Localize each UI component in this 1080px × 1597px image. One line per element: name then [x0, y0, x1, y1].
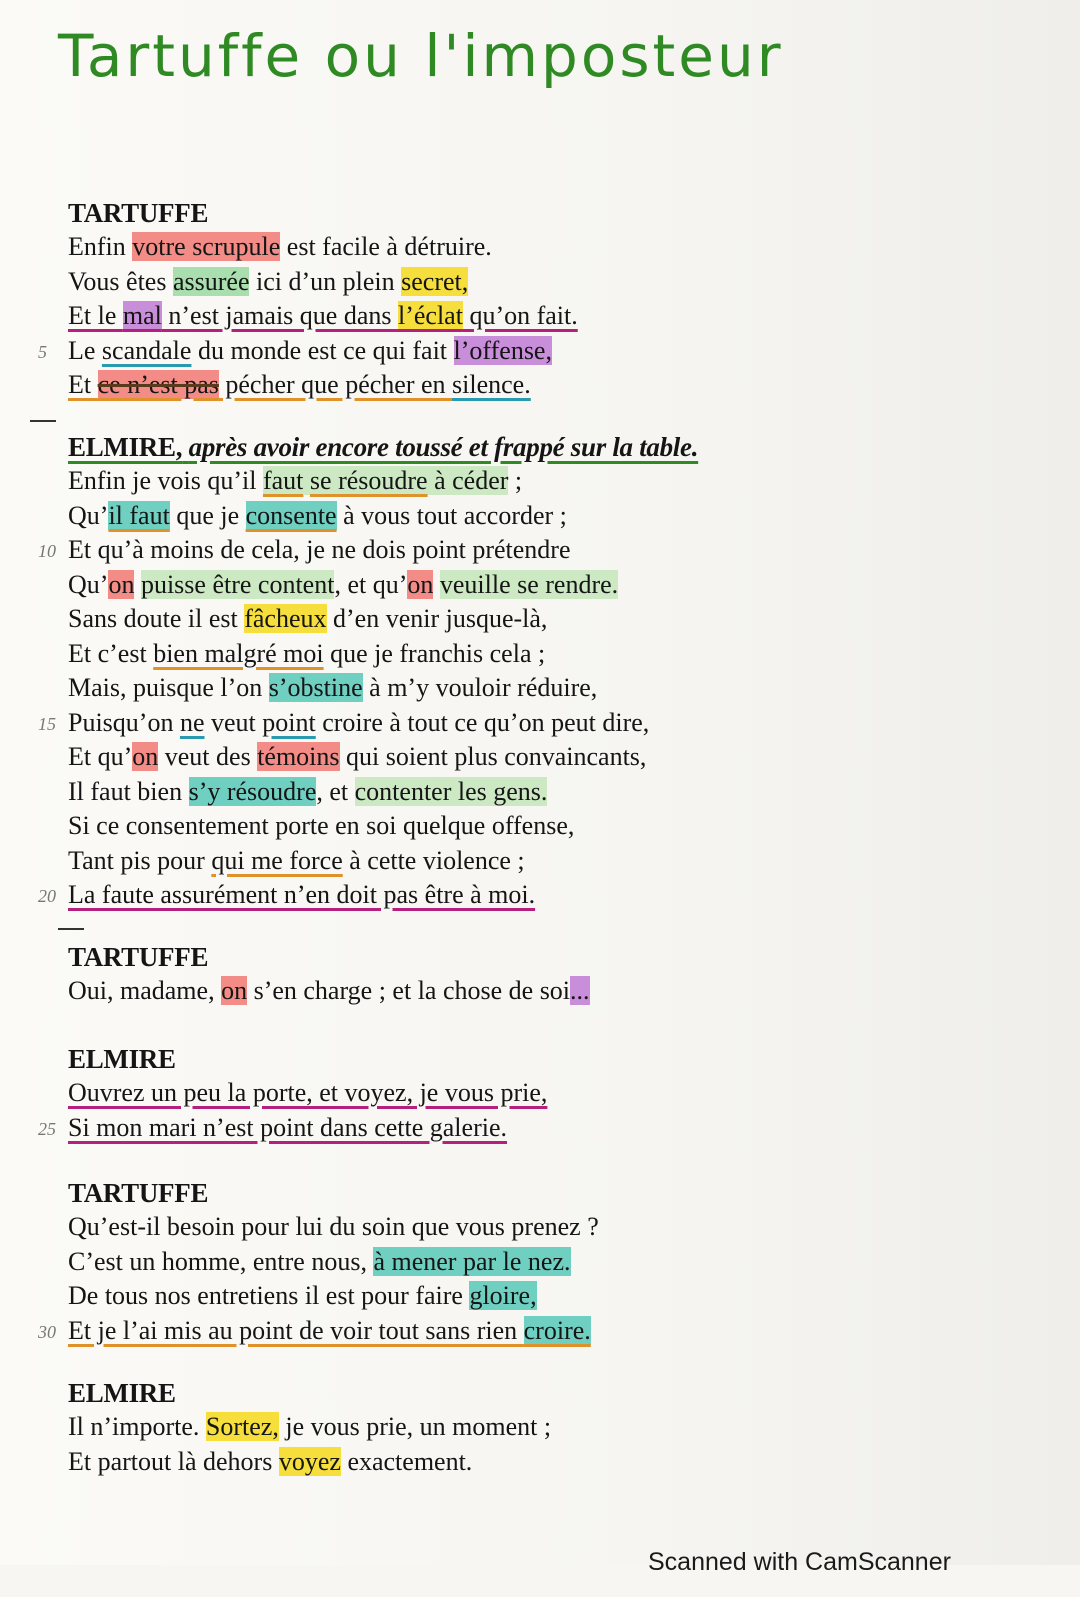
verse-line: Si ce consentement porte en soi quelque offense,	[68, 811, 575, 840]
verse-line: Vous êtes assurée ici d’un plein secret,	[68, 266, 469, 296]
speaker-name: ELMIRE	[68, 1378, 176, 1408]
separator-dash	[30, 420, 56, 422]
speech-block-1	[38, 196, 578, 403]
verse-line: Qu’est-il besoin pour lui du soin que vous prenez ?	[68, 1212, 599, 1241]
speaker-name: ELMIRE,	[68, 432, 183, 462]
verse-line: Et ce n’est pas pécher que pécher en silence.	[68, 370, 531, 399]
verse-line: C’est un homme, entre nous, à mener par le nez.	[68, 1246, 571, 1276]
verse-line: 10 Et qu’à moins de cela, je ne dois point prétendre	[68, 533, 698, 568]
speech-block-4	[38, 1042, 548, 1145]
verse-line: Enfin je vois qu’il faut se résoudre à céder ;	[68, 466, 523, 495]
speech-block-5	[38, 1176, 599, 1348]
verse-line: Il n’importe. Sortez, je vous prie, un moment ;	[68, 1412, 552, 1441]
verse-line: Ouvrez un peu la porte, et voyez, je vous prie,	[68, 1078, 548, 1107]
verse-line: Et le mal n’est jamais que dans l’éclat qu’on fait.	[68, 301, 578, 330]
verse-line: De tous nos entretiens il est pour faire gloire,	[68, 1281, 537, 1310]
verse-line: 15 Puisqu’on ne veut point croire à tout ce qu’on peut dire,	[68, 706, 698, 741]
verse-line: Enfin votre scrupule est facile à détruire.	[68, 232, 492, 261]
verse-line: Mais, puisque l’on s’obstine à m’y vouloir réduire,	[68, 673, 598, 702]
line-number: 10	[38, 541, 56, 561]
verse-line: Sans doute il est fâcheux d’en venir jusque-là,	[68, 604, 548, 633]
verse-line: Et qu’on veut des témoins qui soient plus convaincants,	[68, 742, 647, 771]
verse-line: Qu’il faut que je consente à vous tout accorder ;	[68, 500, 567, 530]
speaker-with-direction	[68, 430, 698, 464]
separator-dash	[58, 928, 84, 930]
speech-block-2	[38, 430, 699, 913]
handwritten-title: Tartuffe ou l'imposteur	[58, 22, 784, 90]
speech-block-6	[68, 1376, 551, 1479]
speech-block-3	[68, 940, 590, 1009]
verse-line: 5 Le scandale du monde est ce qui fait l’offense,	[68, 334, 578, 369]
verse-line: 25 Si mon mari n’est point dans cette galerie.	[68, 1111, 547, 1146]
scanner-watermark: Scanned with CamScanner	[648, 1548, 951, 1576]
verse-line: Qu’on puisse être content, et qu’on veuille se rendre.	[68, 569, 619, 599]
speaker-name: TARTUFFE	[68, 198, 209, 228]
verse-line: Et partout là dehors voyez exactement.	[68, 1446, 473, 1476]
line-number: 30	[38, 1321, 56, 1342]
verse-line: 30 Et je l’ai mis au point de voir tout sans rien croire.	[68, 1314, 599, 1349]
stage-direction: après avoir encore toussé et frappé sur la table.	[188, 432, 699, 462]
line-number: 5	[38, 341, 47, 362]
speaker-name: ELMIRE	[68, 1044, 176, 1074]
speaker-name: TARTUFFE	[68, 942, 209, 972]
verse-line: Oui, madame, on s’en charge ; et la chose de soi...	[68, 976, 590, 1005]
line-number: 25	[38, 1118, 56, 1139]
line-number: 20	[38, 886, 56, 906]
verse-line: Il faut bien s’y résoudre, et contenter les gens.	[68, 776, 548, 806]
speaker-name: TARTUFFE	[68, 1178, 209, 1208]
verse-line: Et c’est bien malgré moi que je franchis cela ;	[68, 638, 546, 668]
line-number: 15	[38, 713, 56, 734]
verse-line: 20 La faute assurément n’en doit pas être à moi.	[68, 878, 698, 913]
verse-line: Tant pis pour qui me force à cette violence ;	[68, 845, 525, 875]
